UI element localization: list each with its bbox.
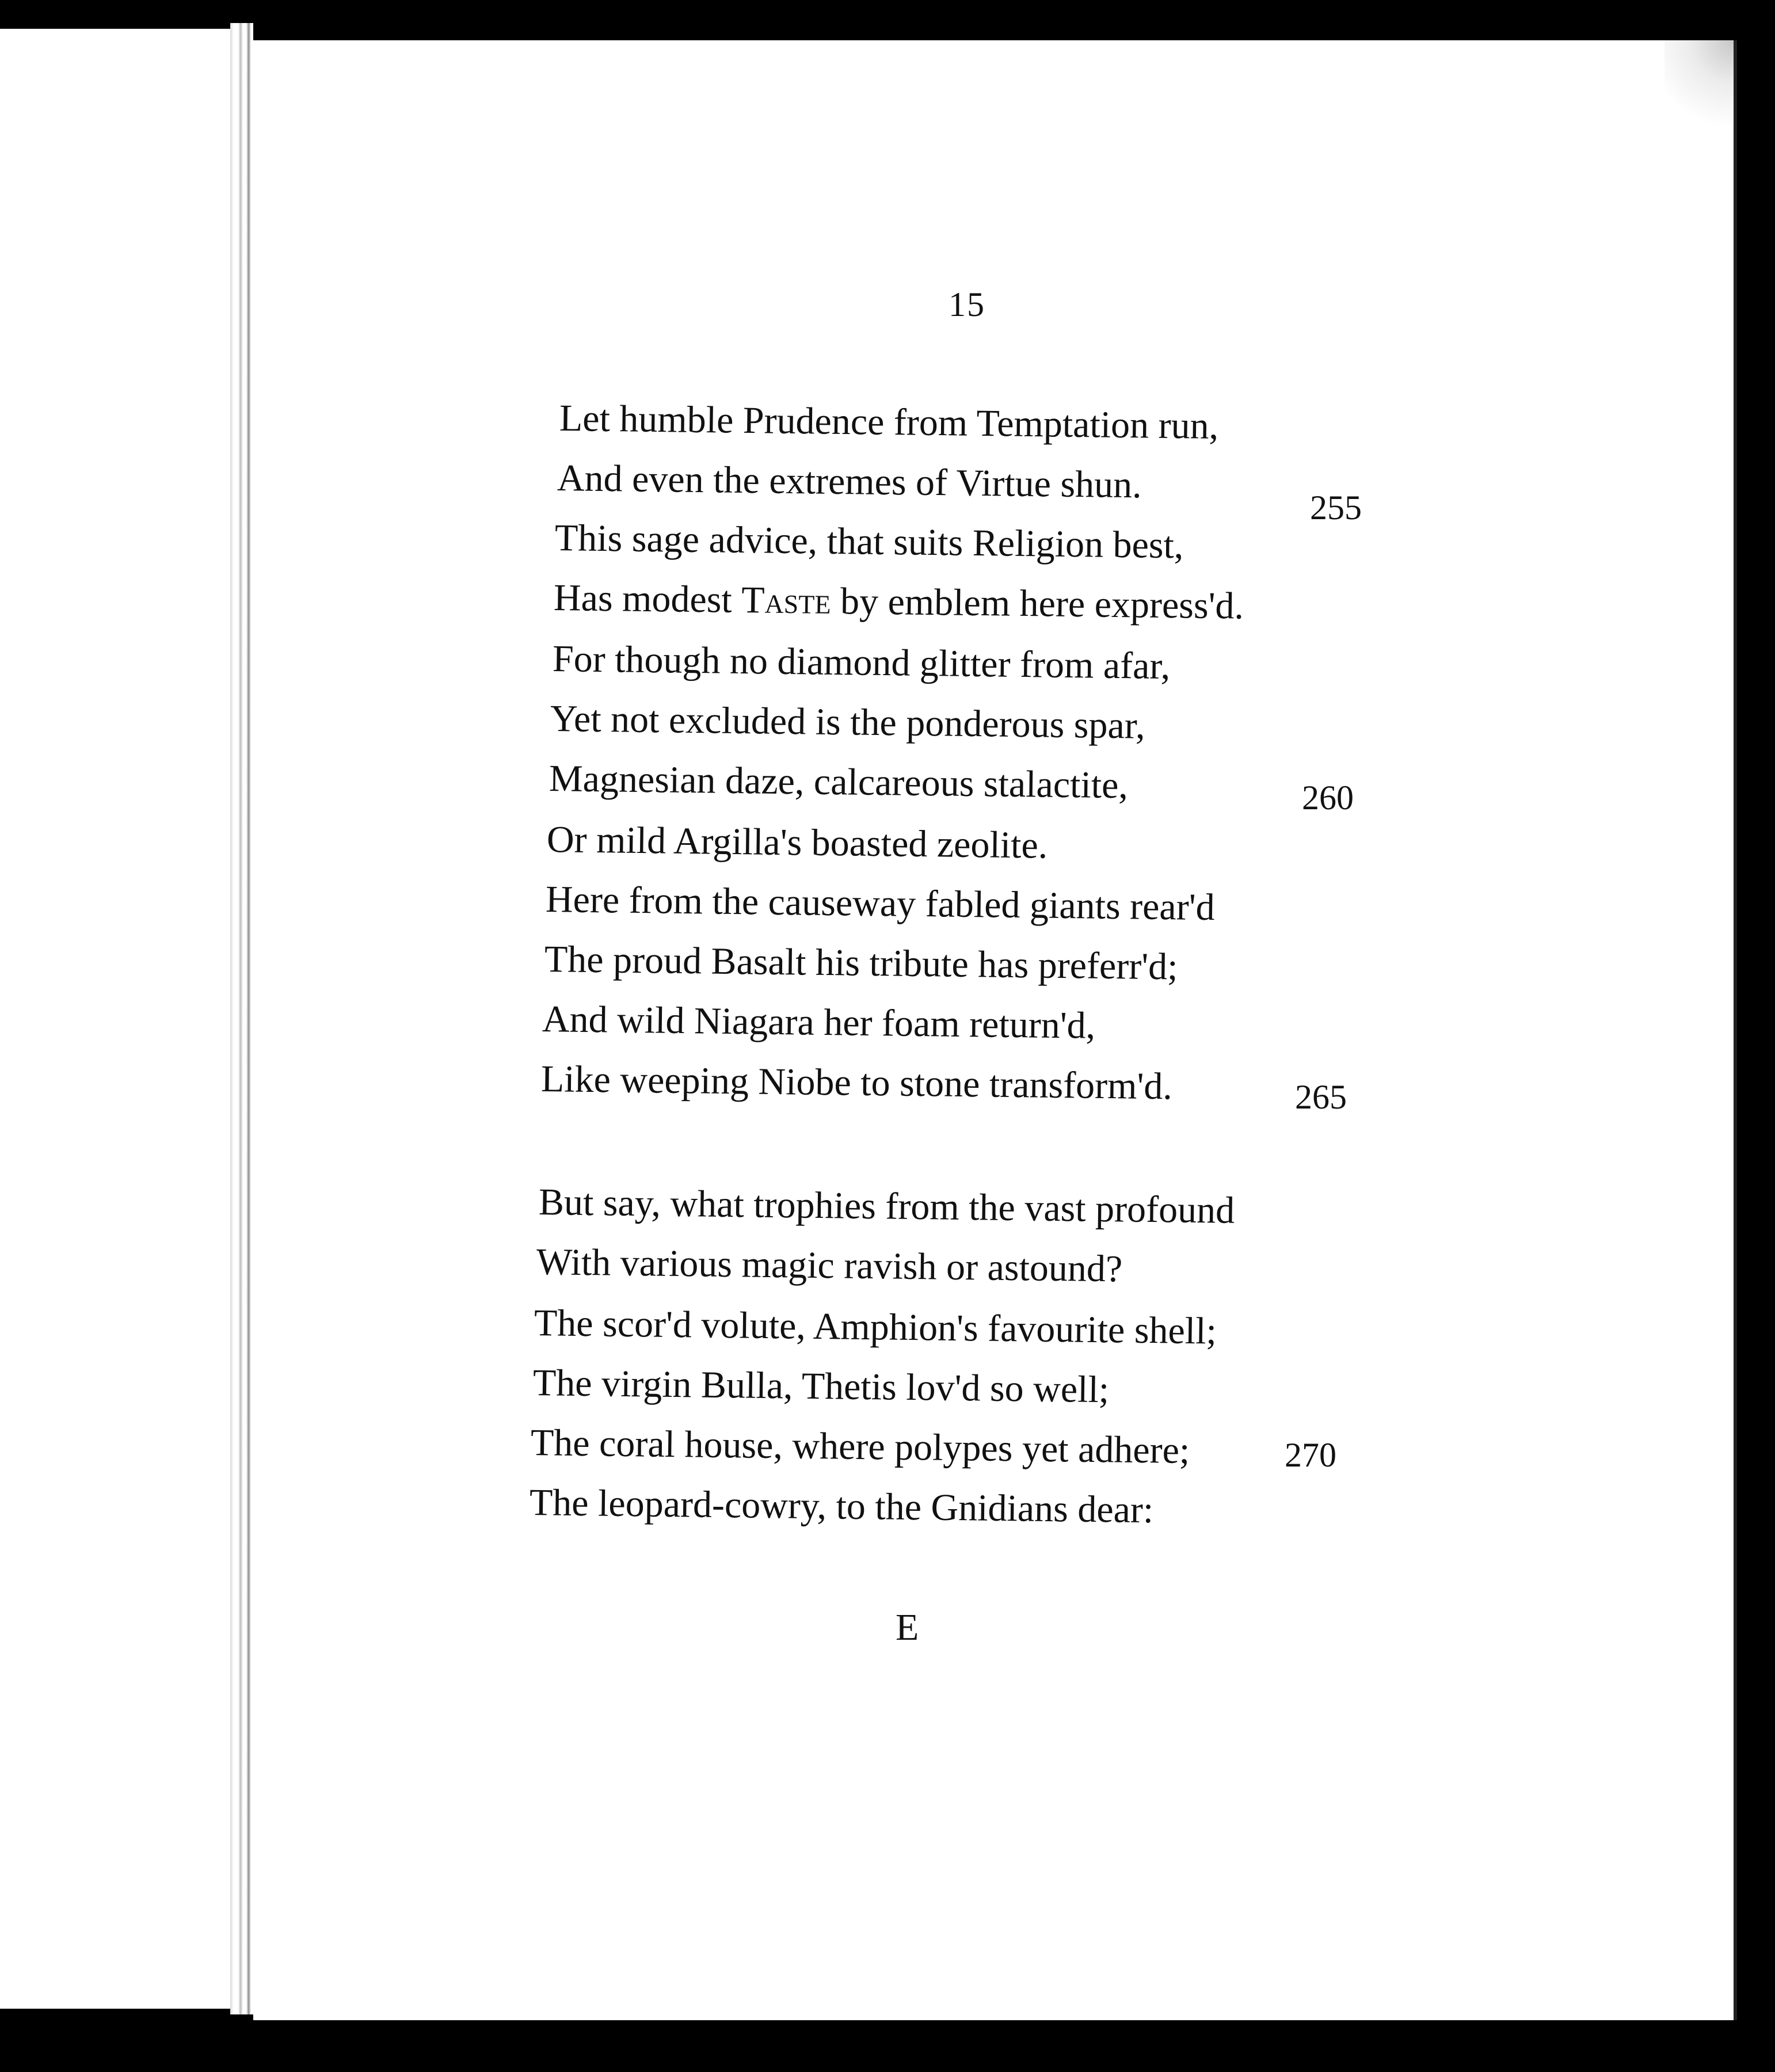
verse-line: With various magic ravish or astound? — [536, 1241, 1123, 1290]
verse-line: The virgin Bulla, Thetis lov'd so well; — [532, 1362, 1110, 1411]
verse-line: The proud Basalt his tribute has preferr'd; — [544, 938, 1178, 988]
verse-line: And even the extremes of Virtue shun. — [557, 457, 1142, 506]
signature-mark: E — [896, 1606, 919, 1648]
verse-line: The coral house, where polypes yet adhere; — [530, 1422, 1190, 1472]
line-number: 260 — [1302, 779, 1354, 817]
page-number: 15 — [949, 285, 985, 323]
verse-line: Here from the causeway fabled giants rear'd — [545, 878, 1216, 929]
verse-line-text: Has modest Taste by emblem here express'd. — [553, 577, 1244, 627]
verse-line: Like weeping Niobe to stone transform'd. — [540, 1058, 1173, 1108]
line-number: 255 — [1310, 489, 1362, 527]
left-page — [0, 29, 230, 2009]
verse-line: Magnesian daze, calcareous stalactite, — [549, 757, 1129, 807]
verse-line: This sage advice, that suits Religion best, — [554, 517, 1184, 567]
verse-line: But say, what trophies from the vast profound — [538, 1181, 1235, 1232]
verse-line: Let humble Prudence from Temptation run, — [559, 397, 1219, 447]
line-number: 265 — [1295, 1078, 1347, 1116]
verse-line: The leopard-cowry, to the Gnidians dear: — [529, 1481, 1154, 1532]
book-gutter — [230, 23, 253, 2014]
verse-line: Yet not excluded is the ponderous spar, — [550, 698, 1146, 747]
verse-line: And wild Niagara her foam return'd, — [542, 998, 1096, 1047]
verse-line: The scor'd volute, Amphion's favourite shell; — [534, 1302, 1217, 1353]
line-number: 270 — [1285, 1436, 1336, 1474]
verse-line — [554, 579, 1244, 626]
verse-line: For though no diamond glitter from afar, — [552, 638, 1171, 688]
verse-line: Or mild Argilla's boasted zeolite. — [546, 818, 1048, 867]
